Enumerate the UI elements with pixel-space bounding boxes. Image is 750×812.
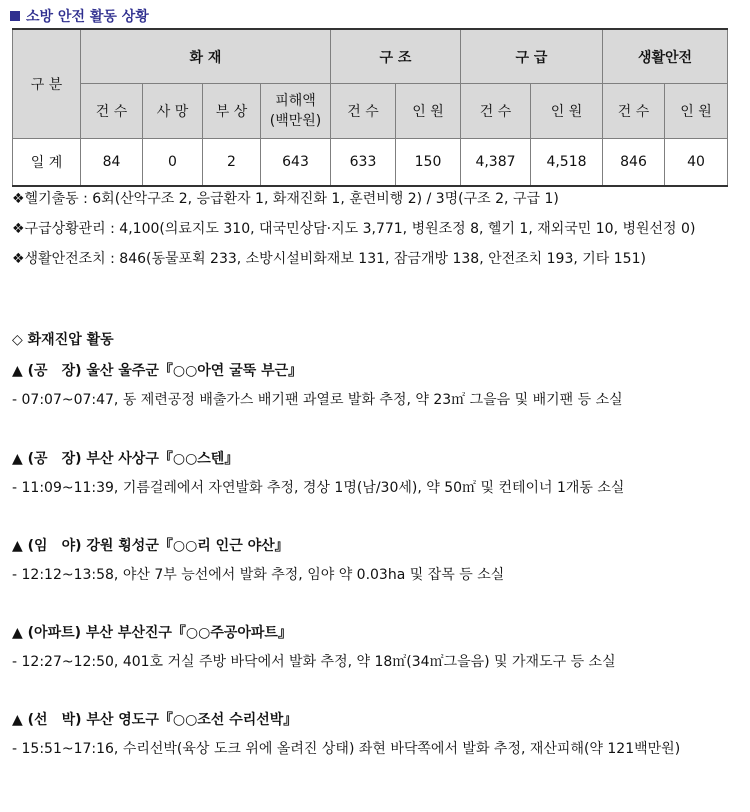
table-cell: 2 xyxy=(203,139,261,187)
table-cell: 4,518 xyxy=(531,139,603,187)
row-label: 일 계 xyxy=(13,139,81,187)
incident-title: ▲ (공 장) 부산 사상구『○○스텐』 xyxy=(12,451,239,467)
incident-title: ▲ (선 박) 부산 영도구『○○조선 수리선박』 xyxy=(12,712,298,728)
group-header-rescue: 구 조 xyxy=(331,29,461,84)
table-cell: 846 xyxy=(603,139,665,187)
sub-header: 부 상 xyxy=(203,84,261,139)
stats-table xyxy=(12,28,728,187)
table-cell: 150 xyxy=(396,139,461,187)
row-header-cell: 구 분 xyxy=(13,29,81,139)
incident-item xyxy=(12,532,732,590)
incident-title: ▲ (임 야) 강원 횡성군『○○리 인근 야산』 xyxy=(12,538,289,554)
fire-section-title xyxy=(12,326,732,355)
square-bullet-icon xyxy=(10,11,20,21)
sub-header: 건 수 xyxy=(81,84,143,139)
incident-detail: - 12:12~13:58, 야산 7부 능선에서 발화 추정, 임야 약 0.03ha 및 잡목 등 소실 xyxy=(12,567,505,583)
note-helicopter: ❖헬기출동 : 6회(산악구조 2, 응급환자 1, 화재진화 1, 훈련비행 2) / 3명(구조 2, 구급 1) xyxy=(12,191,559,207)
page-title xyxy=(10,6,149,26)
incident-detail: - 12:27~12:50, 401호 거실 주방 바닥에서 발화 추정, 약 18㎡(34㎡그을음) 및 가재도구 등 소실 xyxy=(12,654,616,670)
note-safety-actions: ❖생활안전조치 : 846(동물포획 233, 소방시설비화재보 131, 잠금개방 138, 안전조치 193, 기타 151) xyxy=(12,251,646,267)
section-heading: ◇ 화재진압 활동 xyxy=(12,332,114,348)
table-cell: 84 xyxy=(81,139,143,187)
group-header-safety: 생활안전 xyxy=(603,29,728,84)
group-header-fire: 화 재 xyxy=(81,29,331,84)
incident-detail: - 15:51~17:16, 수리선박(육상 도크 위에 올려진 상태) 좌현 바닥쪽에서 발화 추정, 재산피해(약 121백만원) xyxy=(12,741,681,757)
incident-item xyxy=(12,357,732,415)
group-header-ems: 구 급 xyxy=(461,29,603,84)
table-cell: 633 xyxy=(331,139,396,187)
incident-item xyxy=(12,619,732,677)
sub-header: 건 수 xyxy=(461,84,531,139)
page-title-text: 소방 안전 활동 상황 xyxy=(26,9,149,25)
notes-block xyxy=(12,184,732,274)
table-cell: 0 xyxy=(143,139,203,187)
sub-header: 사 망 xyxy=(143,84,203,139)
incident-item xyxy=(12,706,732,764)
sub-header: 인 원 xyxy=(531,84,603,139)
incident-item xyxy=(12,445,732,503)
sub-header: 피해액 (백만원) xyxy=(261,84,331,139)
sub-header: 건 수 xyxy=(331,84,396,139)
sub-header: 건 수 xyxy=(603,84,665,139)
sub-header: 인 원 xyxy=(665,84,728,139)
incident-title: ▲ (아파트) 부산 부산진구『○○주공아파트』 xyxy=(12,625,292,641)
table-cell: 4,387 xyxy=(461,139,531,187)
incident-detail: - 11:09~11:39, 기름걸레에서 자연발화 추정, 경상 1명(남/30세), 약 50㎡ 및 컨테이너 1개동 소실 xyxy=(12,480,625,496)
table-cell: 643 xyxy=(261,139,331,187)
table-cell: 40 xyxy=(665,139,728,187)
table-row xyxy=(13,139,728,187)
incident-detail: - 07:07~07:47, 동 제련공정 배출가스 배기팬 과열로 발화 추정, 약 23㎡ 그을음 및 배기팬 등 소실 xyxy=(12,392,623,408)
sub-header: 인 원 xyxy=(396,84,461,139)
note-ems-management: ❖구급상황관리 : 4,100(의료지도 310, 대국민상담·지도 3,771, 병원조정 8, 헬기 1, 재외국민 10, 병원선정 0) xyxy=(12,221,696,237)
incident-title: ▲ (공 장) 울산 울주군『○○아연 굴뚝 부근』 xyxy=(12,363,303,379)
